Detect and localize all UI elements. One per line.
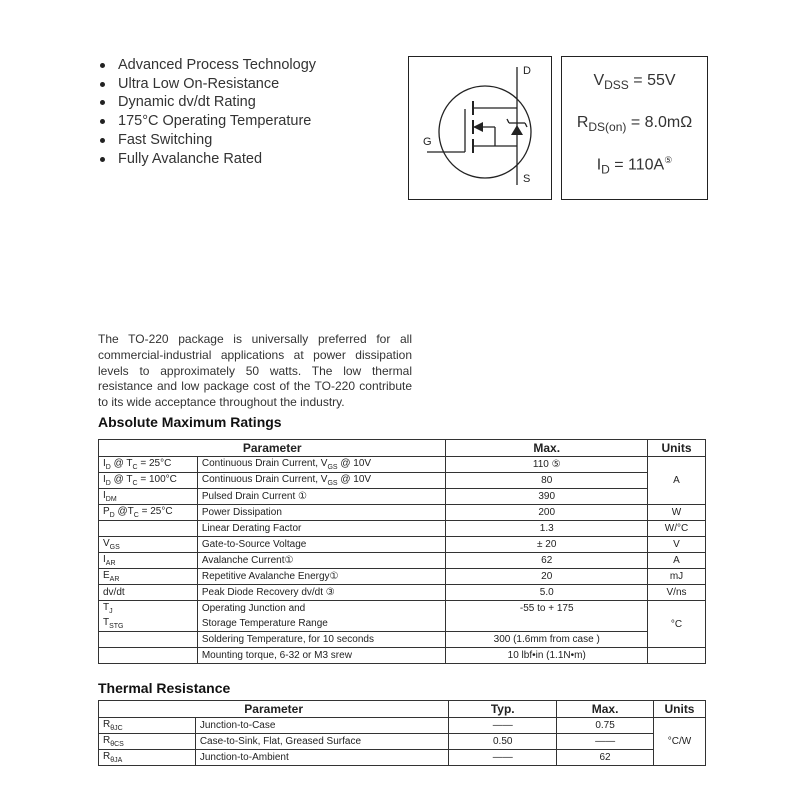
table-row: $T_{STG}$ Storage Temperature Range [99, 616, 706, 632]
rds-on-spec: $R_{DS(on)} = 8.0m\Omega$ [576, 114, 693, 135]
table-row: $E_{AR}$ Repetitive Avalanche Energy① 20 mJ [99, 569, 706, 585]
table-header-row: Parameter Typ. Max. Units [99, 701, 706, 718]
table-row: $R_{\theta JA}$ Junction-to-Ambient —— 62 [99, 750, 706, 766]
feature-item: Dynamic dv/dt Rating [98, 93, 316, 112]
feature-item: 175°C Operating Temperature [98, 112, 316, 131]
key-specs-box [561, 56, 708, 200]
table-row: $I_{DM}$ Pulsed Drain Current ① 390 [99, 489, 706, 505]
source-label: S [523, 173, 531, 185]
thermal-title: Thermal Resistance [98, 680, 231, 696]
table-row: $I_{AR}$ Avalanche Current① 62 A [99, 553, 706, 569]
gate-label: G [423, 136, 432, 148]
thermal-table [98, 700, 706, 766]
absolute-max-table [98, 439, 706, 664]
feature-item: Ultra Low On-Resistance [98, 75, 316, 94]
table-row: Soldering Temperature, for 10 seconds 300 (1.6mm from case ) [99, 632, 706, 648]
table-row: Mounting torque, 6-32 or M3 srew 10 lbf•in (1.1N•m) [99, 648, 706, 664]
vdss-spec: $V_{DSS} = 55V$ [593, 72, 676, 93]
table-row: Linear Derating Factor 1.3 W/°C [99, 521, 706, 537]
feature-item: Fast Switching [98, 131, 316, 150]
feature-item: Advanced Process Technology [98, 56, 316, 75]
package-description: The TO-220 package is universally preferred for all commercial-industrial applications at power dissipation levels to approximately 50 watts. The low thermal resistance and low package cost of the TO-220 contribute to its wide acceptance throughout the industry. [98, 332, 412, 410]
table-header-row: Parameter Max. Units [99, 440, 706, 457]
table-row: dv/dt Peak Diode Recovery dv/dt ③ 5.0 V/ns [99, 585, 706, 601]
table-row: $P_D$ $@T_C = 25^\circ C$ Power Dissipation 200 W [99, 505, 706, 521]
mosfet-symbol-icon [409, 57, 551, 199]
feature-item: Fully Avalanche Rated [98, 150, 316, 169]
table-row: $R_{\theta JC}$ Junction-to-Case —— 0.75 °C/W [99, 718, 706, 734]
drain-label: D [523, 65, 531, 77]
table-row: $V_{GS}$ Gate-to-Source Voltage ± 20 V [99, 537, 706, 553]
mosfet-symbol-box [408, 56, 552, 200]
table-row: $R_{\theta CS}$ Case-to-Sink, Flat, Greased Surface 0.50 —— [99, 734, 706, 750]
table-row: $T_J$ Operating Junction and -55 to + 175 °C [99, 601, 706, 617]
table-row: $I_D$ @ $T_C = 25^\circ C$ Continuous Drain Current, $V_{GS}$ @ 10V 110 ⑤ A [99, 457, 706, 473]
absolute-max-title: Absolute Maximum Ratings [98, 414, 282, 430]
feature-list [98, 56, 316, 168]
id-spec: $I_D = 110A^⑤$ [596, 155, 673, 177]
table-row: $I_D$ @ $T_C = 100^\circ C$ Continuous Drain Current, $V_{GS}$ @ 10V 80 [99, 473, 706, 489]
